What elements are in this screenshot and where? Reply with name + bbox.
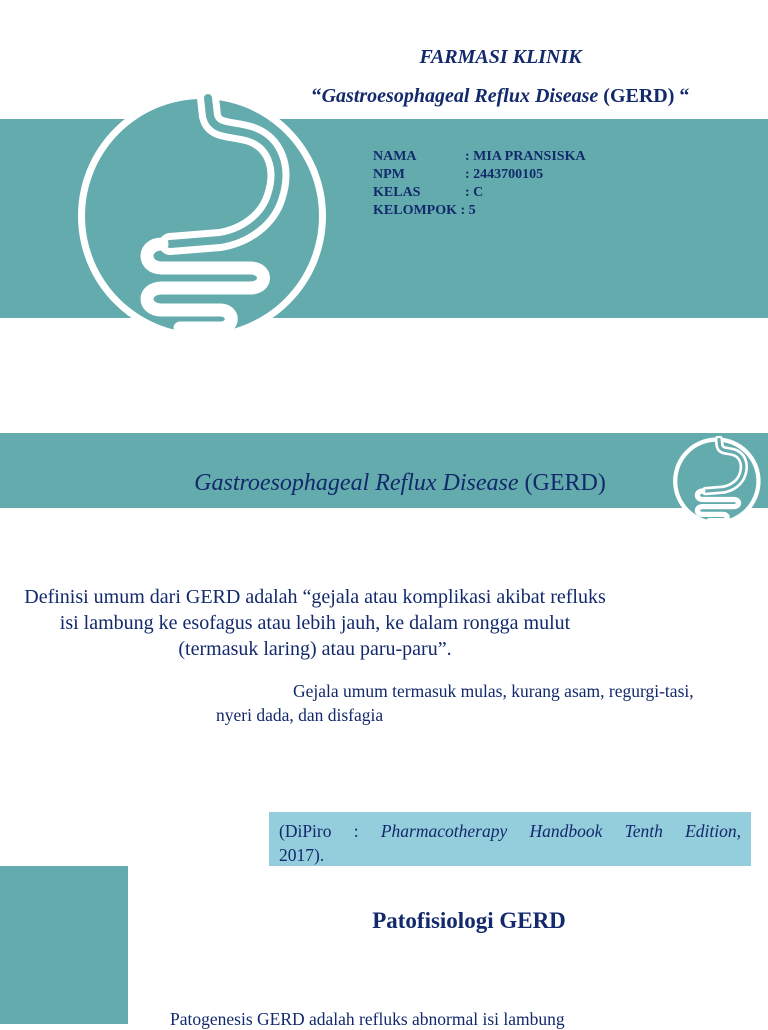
slide-title: FARMASI KLINIK [419, 46, 582, 68]
reference-line-1: (DiPiro : Pharmacotherapy Handbook Tenth Edition, [279, 821, 741, 841]
info-row-npm: NPM : 2443700105 [373, 167, 544, 182]
symptoms-paragraph: Gejala umum termasuk mulas, kurang asam, regurgi-tasi, nyeri dada, dan disfagia [216, 681, 694, 725]
reference-box [269, 812, 751, 866]
slide-subtitle: “Gastroesophageal Reflux Disease (GERD) “ [311, 85, 690, 107]
teal-sidebar [0, 866, 128, 1024]
info-row-nama: NAMA : MIA PRANSISKA [373, 149, 586, 164]
stomach-intestine-icon [70, 88, 335, 343]
section-heading: Gastroesophageal Reflux Disease (GERD) [194, 470, 606, 496]
body-text: Patogenesis GERD adalah refluks abnormal isi lambung [170, 1009, 565, 1029]
definition-paragraph: Definisi umum dari GERD adalah “gejala atau komplikasi akibat refluks isi lambung ke esofagus atau lebih jauh, ke dalam rongga mulut (termasuk laring) atau paru-paru”. [24, 586, 606, 660]
info-row-kelas: KELAS : C [373, 185, 484, 200]
info-row-kelompok: KELOMPOK : 5 [373, 203, 476, 218]
slide-1 [0, 0, 768, 400]
reference-line-2: 2017). [279, 845, 325, 865]
slide-title: Patofisiologi GERD [372, 908, 566, 933]
